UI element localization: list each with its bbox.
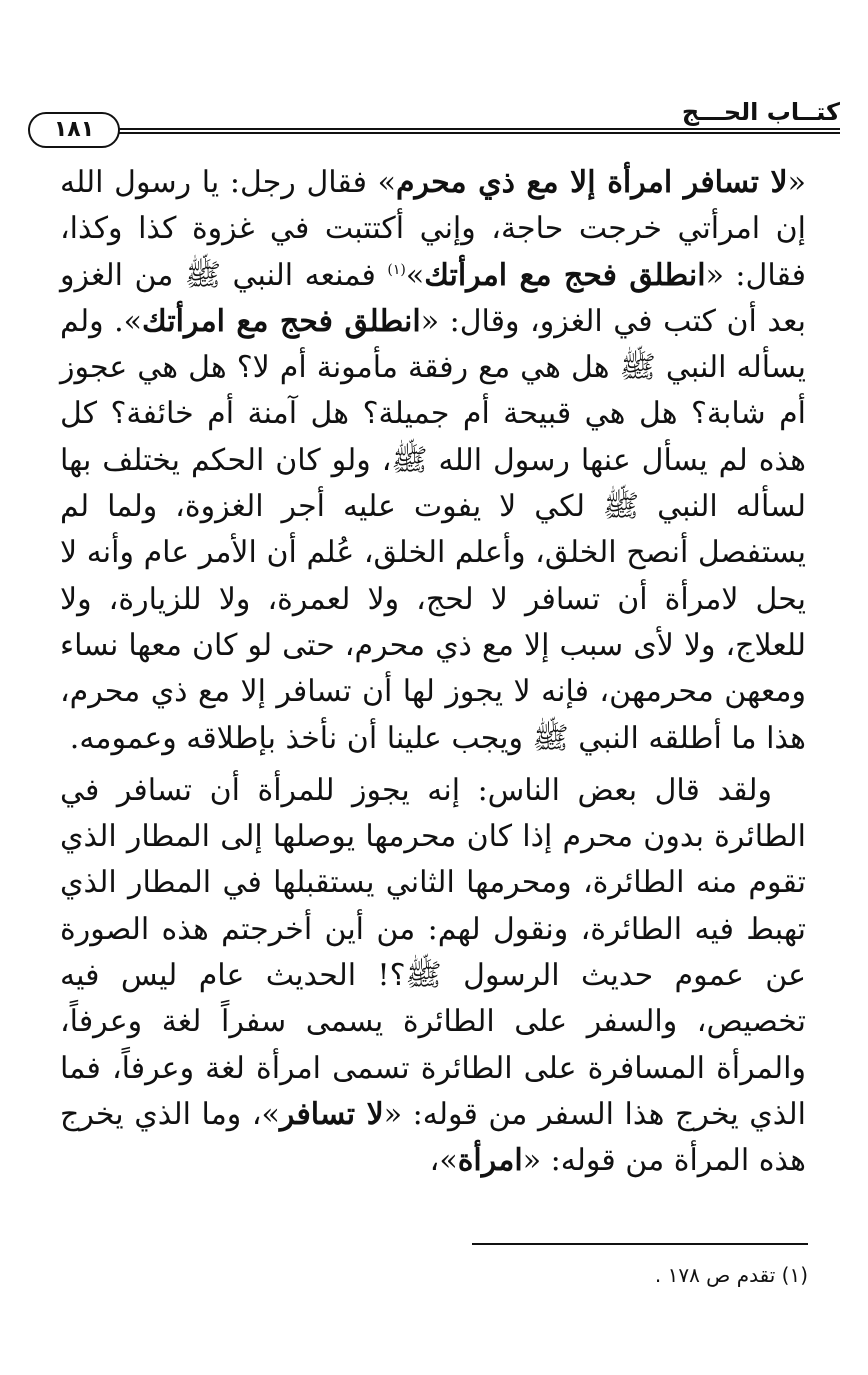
header-double-rule: [114, 128, 840, 134]
footnote: (١) تقدم ص ١٧٨ .: [654, 1263, 808, 1287]
hadith-quote: انطلق فحج مع امرأتك: [142, 303, 421, 339]
footnote-reference: (١): [387, 261, 406, 278]
quote-mark: »: [405, 257, 425, 293]
text-span: ولقد قال بعض الناس: إنه يجوز للمرأة أن تسافر في الطائرة بدون محرم إذا كان محرمها يوصلها إلى المطار الذي تقوم منه الطائرة، ومحرمها الثاني يستقبلها في المطار الذي تهبط فيه الطائرة، ونقول لهم: من أين أخرجتم هذه الصورة عن عموم حديث الرسول ﷺ؟! الحديث عام ليس فيه تخصيص، والسفر على الطائرة يسمى سفراً لغة وعرفاً، والمرأة المسافرة على الطائرة تسمى امرأة لغة وعرفاً، فما الذي يخرج هذا السفر من قوله: «: [60, 772, 806, 1132]
hadith-quote: انطلق فحج مع امرأتك: [424, 257, 706, 293]
footnote-separator: [472, 1243, 808, 1245]
page-header: [28, 98, 840, 144]
paragraph-2: [60, 768, 806, 1185]
text-span: »، وما الذي يخرج هذه المرأة من قوله: «: [60, 1096, 806, 1179]
hadith-quote: لا تسافر: [279, 1096, 384, 1132]
paragraph-1: [60, 160, 806, 762]
text-span: فمنعه النبي ﷺ من الغزو بعد أن كتب في الغزو، وقال: «: [60, 257, 806, 339]
quote-mark: «: [787, 165, 806, 200]
text-span: ». ولم يسأله النبي ﷺ هل هي مع رفقة مأمونة أم لا؟ هل هي عجوز أم شابة؟ هل هي قبيحة أم جميلة؟ هل آمنة أم خائفة؟ كل هذه لم يسأل عنها رسول الله ﷺ، ولو كان الحكم يختلف بها لسأله النبي ﷺ لكي لا يفوت عليه أجر الغزوة، ولما لم يستفصل أنصح الخلق، وأعلم الخلق، عُلم أن الأمر عام وأنه لا يحل لامرأة أن تسافر لا لحج، ولا لعمرة، ولا للزيارة، ولا للعلاج، ولا لأى سبب إلا مع ذي محرم، حتى لو كان معها نساء ومعهن محرمهن، فإنه لا يجوز لها أن تسافر إلا مع ذي محرم، هذا ما أطلقه النبي ﷺ ويجب علينا أن نأخذ بإطلاقه وعمومه.: [60, 303, 806, 756]
hadith-quote: لا تسافر امرأة إلا مع ذي محرم: [395, 165, 788, 200]
hadith-quote: امرأة: [457, 1143, 523, 1179]
text-span: »،: [429, 1143, 458, 1179]
page-number-badge: ١٨١: [28, 112, 120, 148]
main-text: [60, 160, 806, 1185]
text-span: » فقال رجل: يا رسول الله إن امرأتي خرجت حاجة، وإني أكتتبت في غزوة كذا وكذا، فقال: «: [60, 165, 806, 293]
chapter-title: كتــاب الحـــج: [681, 98, 840, 126]
